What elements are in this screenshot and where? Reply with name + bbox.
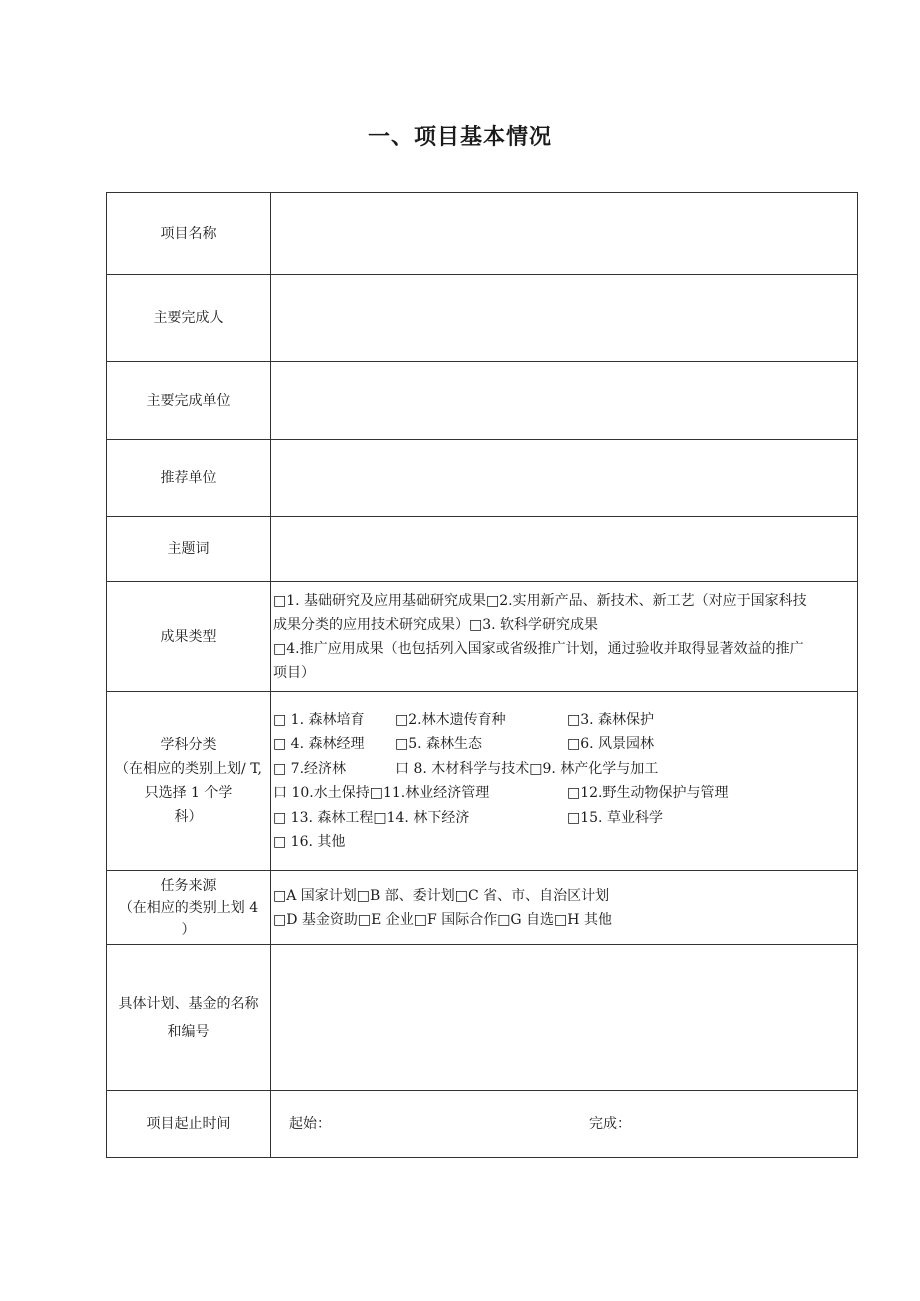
task-source-line[interactable]: □A 国家计划□B 部、委计划□C 省、市、自治区计划 — [273, 887, 610, 904]
task-source-line[interactable]: □D 基金资助□E 企业□F 国际合作□G 自选□H 其他 — [273, 911, 612, 928]
label-line: 和编号 — [167, 1023, 210, 1040]
result-type-line[interactable]: □1. 基础研究及应用基础研究成果□2.实用新产品、新技术、新工艺（对应于国家科技 — [273, 592, 807, 609]
field-project-name[interactable] — [271, 193, 858, 275]
page-title: 一、项目基本情况 — [367, 125, 552, 150]
discipline-row — [273, 732, 851, 757]
start-date-label: 起始： — [289, 1116, 331, 1132]
discipline-option[interactable]: □ 16. 其他 — [273, 834, 346, 850]
discipline-option[interactable]: □12.野生动物保护与管理 — [567, 785, 729, 801]
row-recommend-unit — [107, 440, 858, 517]
label-line: 具体计划、基金的名称 — [118, 995, 259, 1012]
label-plan-fund — [107, 945, 271, 1091]
label-task-source — [107, 871, 271, 945]
discipline-option[interactable]: 口 10.水土保持□11.林业经济管理 — [273, 785, 490, 801]
row-task-source — [107, 871, 858, 945]
project-info-table — [106, 192, 858, 1158]
label-keywords: 主题词 — [107, 517, 271, 582]
discipline-option[interactable]: □ 7.经济林 — [273, 760, 347, 777]
label-result-type: 成果类型 — [107, 582, 271, 692]
field-period[interactable] — [271, 1091, 858, 1158]
label-line: （在相应的类别上划 4 — [118, 899, 259, 916]
discipline-option[interactable]: □5. 森林生态 — [395, 736, 483, 752]
result-type-line[interactable]: □4.推广应用成果（也包括列入国家或省级推广计划，通过验收并取得显著效益的推广 — [273, 640, 804, 657]
discipline-option[interactable]: 口 8. 木材科学与技术□9. 林产化学与加工 — [395, 760, 659, 777]
label-line: ） — [181, 921, 196, 938]
discipline-option[interactable]: □15. 草业科学 — [567, 809, 663, 826]
discipline-row — [273, 830, 851, 855]
row-keywords — [107, 517, 858, 582]
result-type-options[interactable] — [271, 582, 858, 692]
discipline-options[interactable] — [271, 692, 858, 871]
discipline-row — [273, 708, 851, 733]
label-period: 项目起止时间 — [107, 1091, 271, 1158]
field-recommend-unit[interactable] — [271, 440, 858, 517]
label-discipline — [107, 692, 271, 871]
label-line: 学科分类 — [160, 737, 217, 753]
field-plan-fund[interactable] — [271, 945, 858, 1091]
label-line: 只选择 1 个学 — [144, 785, 233, 801]
field-main-units[interactable] — [271, 362, 858, 440]
label-line: 任务来源 — [160, 877, 217, 894]
discipline-option[interactable]: □ 1. 森林培育 — [273, 711, 365, 728]
row-discipline — [107, 692, 858, 871]
discipline-option[interactable]: □ 13. 森林工程□14. 林下经济 — [273, 809, 470, 826]
discipline-row — [273, 757, 851, 782]
end-date-label: 完成： — [589, 1116, 631, 1132]
label-recommend-unit: 推荐单位 — [107, 440, 271, 517]
label-line: 科） — [174, 809, 203, 825]
field-keywords[interactable] — [271, 517, 858, 582]
row-result-type — [107, 582, 858, 692]
discipline-option[interactable]: □6. 风景园林 — [567, 736, 655, 752]
row-period — [107, 1091, 858, 1158]
task-source-options[interactable] — [271, 871, 858, 945]
row-main-persons — [107, 275, 858, 362]
discipline-row — [273, 806, 851, 831]
result-type-line[interactable]: 项目） — [273, 664, 315, 681]
label-project-name: 项目名称 — [107, 193, 271, 275]
label-main-units: 主要完成单位 — [107, 362, 271, 440]
row-project-name — [107, 193, 858, 275]
label-line: （在相应的类别上划∕ T, — [115, 761, 262, 777]
discipline-option[interactable]: □ 4. 森林经理 — [273, 736, 365, 752]
discipline-option[interactable]: □3. 森林保护 — [567, 711, 655, 728]
discipline-row — [273, 781, 851, 806]
row-main-units — [107, 362, 858, 440]
discipline-option[interactable]: □2.林木遗传育种 — [395, 711, 506, 728]
field-main-persons[interactable] — [271, 275, 858, 362]
result-type-line[interactable]: 成果分类的应用技术研究成果）□3. 软科学研究成果 — [273, 616, 599, 633]
label-main-persons: 主要完成人 — [107, 275, 271, 362]
row-plan-fund — [107, 945, 858, 1091]
